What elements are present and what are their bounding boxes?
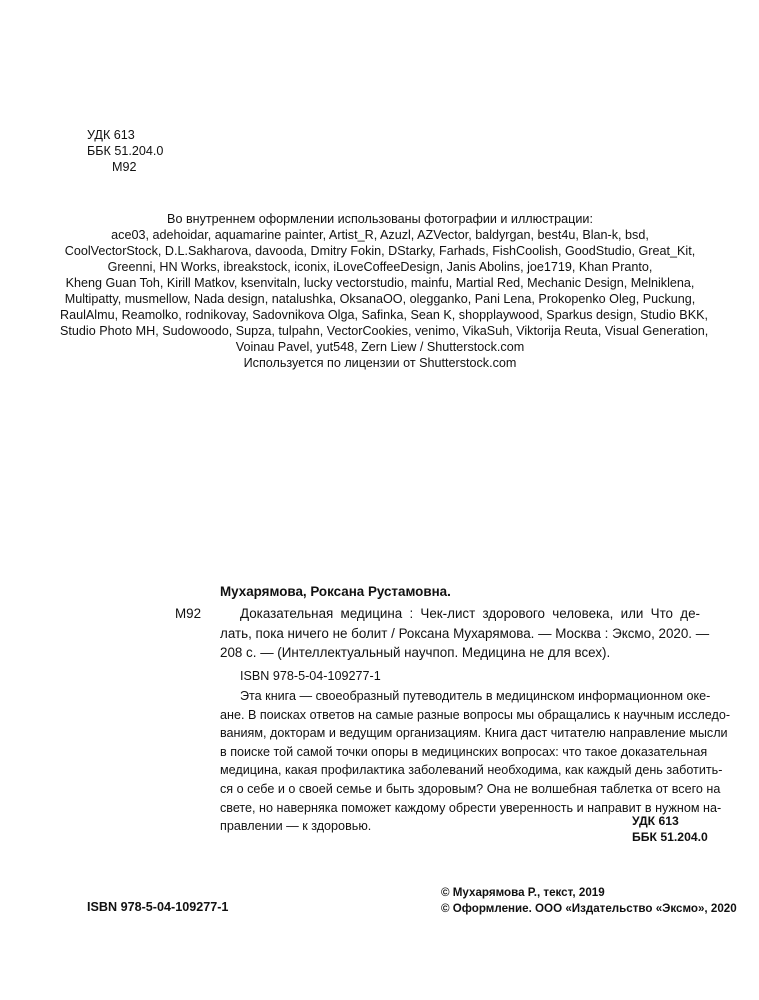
record-description [220,604,710,663]
annotation-line: в поиске той самой точки опоры в медицинских вопросах: что такое доказательная [220,744,708,759]
annotation-line: правлении — к здоровью. [220,819,372,834]
copyright-text: © Мухарямова Р., текст, 2019 [441,886,605,899]
credits-line: Multipatty, musmellow, Nada design, natalushka, OksanaOO, olegganko, Pani Lena, Prokopenko Oleg, Puckung, [64,292,696,306]
annotation-line: ся о себе и о своей семье и быть здоровым? Она не волшебная таблетка от всего на [220,781,721,796]
credits-line: Voinau Pavel, yut548, Zern Liew / Shutterstock.com [235,340,525,354]
author-mark: М92 [112,160,137,174]
credits-line: Kheng Guan Toh, Kirill Matkov, ksenvitaln, lucky vectorstudio, mainfu, Martial Red, Mechanic Design, Melniklena, [65,276,695,290]
record-annotation [220,687,731,836]
bbk-code: ББК 51.204.0 [87,144,164,158]
record-bbk: ББК 51.204.0 [632,830,708,844]
record-mark: М92 [175,606,202,621]
udk-code: УДК 613 [87,128,135,142]
description-line: 208 с. — (Интеллектуальный научпоп. Медицина не для всех). [220,645,611,661]
credits-line: ace03, adehoidar, aquamarine painter, Artist_R, Azuzl, AZVector, baldyrgan, best4u, Blan-k, bsd, [111,228,649,242]
annotation-line: медицина, какая профилактика заболеваний необходима, как каждый день заботить- [220,763,723,778]
credits-line: RaulAlmu, Reamolko, rodnikovay, Sadovnikova Olga, Safinka, Sean K, shopplaywood, Sparkus design, Studio BKK, [60,308,709,322]
record-author: Мухарямова, Роксана Рустамовна. [220,584,451,599]
annotation-line: Эта книга — своеобразный путеводитель в медицинском информационном оке- [240,689,711,703]
credits-line: Используется по лицензии от Shutterstock.com [243,356,517,370]
description-line: лать, пока ничего не болит / Роксана Мухарямова. — Москва : Эксмо, 2020. — [220,625,710,641]
annotation-line: ваниям, докторам и ведущим организациям. Книга даст читателю направление мысли [220,726,728,741]
record-classification [632,813,708,845]
annotation-line: ане. В поисках ответов на самые разные вопросы мы обращались к научным исследо- [220,707,731,722]
annotation-line: свете, но наверняка поможет каждому обрести уверенность и направит в нужном на- [220,800,722,815]
credits-line: CoolVectorStock, D.L.Sakharova, davooda, Dmitry Fokin, DStarky, Farhads, FishCoolish, GoodStudio, Great_Kit, [64,244,696,258]
copyright-design: © Оформление. ООО «Издательство «Эксмо», 2020 [441,901,737,915]
credits-line: Во внутреннем оформлении использованы фотографии и иллюстрации: [167,212,593,226]
credits-line: Greenni, HN Works, ibreakstock, iconix, iLoveCoffeeDesign, Janis Abolins, joe1719, Khan Pranto, [107,260,653,274]
record-udk: УДК 613 [632,814,679,828]
description-line: Доказательная медицина : Чек-лист здорового человека, или Что де- [240,606,700,621]
credits-line: Studio Photo MH, Sudowoodo, Supza, tulpahn, VectorCookies, venimo, VikaSuh, Viktorija Reuta, Visual Generation, [60,324,709,338]
footer-isbn: ISBN 978-5-04-109277-1 [87,900,229,914]
record-isbn: ISBN 978-5-04-109277-1 [240,669,381,683]
copyright-block [441,885,737,916]
classification-block [87,127,163,175]
illustration-credits [60,211,709,371]
